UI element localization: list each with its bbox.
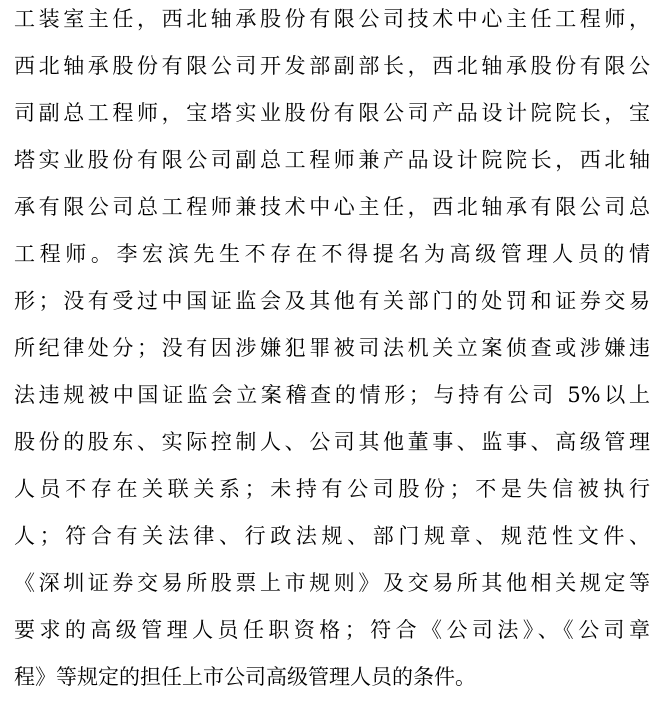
text-line-9: 法违规被中国证监会立案稽查的情形；与持有公司 5%以上: [14, 383, 650, 407]
text-line-2: 西北轴承股份有限公司开发部副部长，西北轴承股份有限公: [14, 54, 650, 78]
text-line-11: 人员不存在关联关系；未持有公司股份；不是失信被执行: [14, 477, 650, 501]
text-line-12: 人；符合有关法律、行政法规、部门规章、规范性文件、: [14, 524, 650, 548]
text-line-14: 要求的高级管理人员任职资格；符合《公司法》、《公司章: [14, 618, 650, 642]
text-line-13: 《深圳证券交易所股票上市规则》及交易所其他相关规定等: [14, 571, 650, 595]
text-line-15: 程》等规定的担任上市公司高级管理人员的条件。: [14, 665, 476, 689]
text-line-8: 所纪律处分；没有因涉嫌犯罪被司法机关立案侦查或涉嫌违: [14, 336, 650, 360]
text-line-10: 股份的股东、实际控制人、公司其他董事、监事、高级管理: [14, 430, 650, 454]
text-line-1: 工装室主任，西北轴承股份有限公司技术中心主任工程师，: [14, 7, 650, 31]
text-line-5: 承有限公司总工程师兼技术中心主任，西北轴承有限公司总: [14, 195, 650, 219]
text-line-6: 工程师。李宏滨先生不存在不得提名为高级管理人员的情: [14, 242, 650, 266]
text-line-3: 司副总工程师，宝塔实业股份有限公司产品设计院院长，宝: [14, 101, 650, 125]
text-line-4: 塔实业股份有限公司副总工程师兼产品设计院院长，西北轴: [14, 148, 650, 172]
text-line-7: 形；没有受过中国证监会及其他有关部门的处罚和证券交易: [14, 289, 650, 313]
